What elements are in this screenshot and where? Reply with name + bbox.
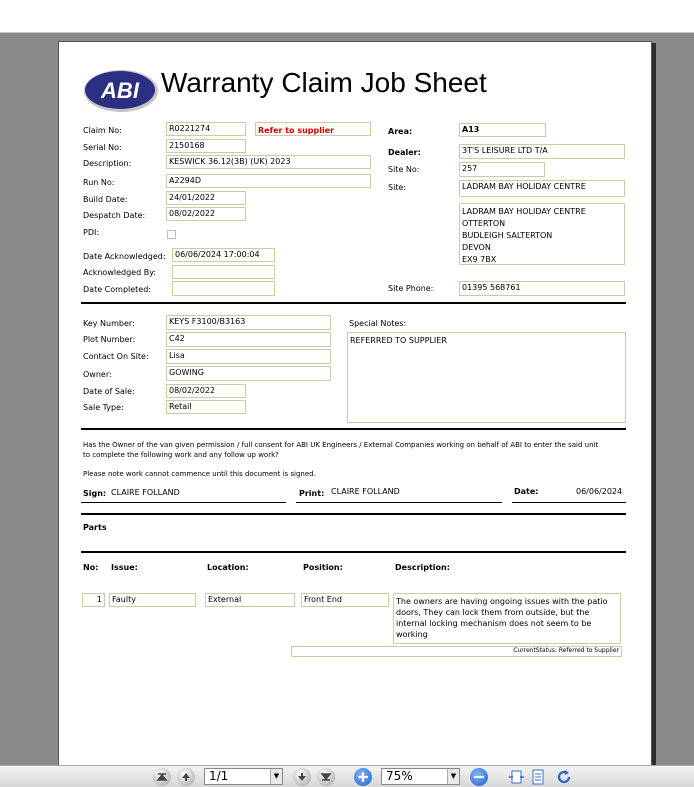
sale-type-label: Sale Type:	[83, 403, 124, 412]
col-header-position: Position:	[303, 563, 343, 572]
page-number-input[interactable]	[204, 768, 283, 785]
date-acknowledged-field: 06/06/2024 17:00:04	[172, 248, 275, 262]
page-number: 1/1	[209, 769, 229, 783]
special-notes-field: REFERRED TO SUPPLIER	[347, 332, 626, 423]
sign-value: CLAIRE FOLLAND	[111, 488, 180, 497]
site-address-box	[459, 203, 625, 265]
dealer-field: 3T'S LEISURE LTD T/A	[459, 144, 625, 159]
claim-no-label: Claim No:	[83, 126, 122, 135]
dealer-label: Dealer:	[388, 148, 421, 157]
serial-label: Serial No:	[83, 143, 122, 152]
chevron-down-icon[interactable]: ▼	[447, 769, 459, 784]
site-phone-label: Site Phone:	[388, 284, 434, 293]
issue-no-cell: 1	[82, 593, 105, 607]
address-line: EX9 7BX	[462, 255, 497, 264]
next-page-button[interactable]	[293, 768, 311, 786]
consent-text: Has the Owner of the van given permission / full consent for ABI UK Engineers / External Companies working on behalf of ABI to enter the said unit	[83, 441, 599, 449]
date-of-sale-field: 08/02/2022	[166, 384, 246, 398]
current-status-box	[291, 646, 622, 657]
previous-page-icon	[177, 768, 195, 786]
issue-position-cell: Front End	[301, 593, 389, 607]
logo-text: ABI	[101, 78, 139, 103]
issue-type-cell: Faulty	[109, 593, 196, 607]
rotate-button[interactable]	[555, 768, 573, 786]
despatch-date-label: Despatch Date:	[83, 211, 146, 220]
fit-width-button[interactable]	[508, 769, 524, 785]
print-underline	[296, 502, 502, 503]
plot-number-label: Plot Number:	[83, 335, 136, 344]
site-phone-field: 01395 568761	[459, 281, 625, 296]
owner-field: GOWING	[166, 366, 331, 381]
section-divider	[81, 302, 626, 304]
sale-type-field: Retail	[166, 400, 246, 414]
fit-page-button[interactable]	[530, 769, 546, 785]
area-label: Area:	[388, 127, 413, 136]
col-header-no: No:	[83, 563, 99, 572]
despatch-date-field: 08/02/2022	[166, 207, 246, 221]
issue-location-cell: External	[205, 593, 295, 607]
pdi-checkbox[interactable]	[167, 230, 176, 239]
pdi-label: PDI:	[83, 228, 100, 237]
site-no-field: 257	[459, 162, 545, 177]
site-field: LADRAM BAY HOLIDAY CENTRE	[459, 180, 625, 197]
sign-underline	[81, 502, 286, 503]
page-shadow	[652, 43, 656, 767]
address-line: DEVON	[462, 243, 491, 252]
fit-width-icon	[508, 769, 524, 785]
parts-heading: Parts	[83, 523, 107, 532]
col-header-description: Description:	[395, 563, 450, 572]
zoom-level: 75%	[386, 769, 413, 783]
zoom-level-input[interactable]	[381, 768, 460, 785]
date-acknowledged-label: Date Acknowledged:	[83, 252, 166, 261]
print-label: Print:	[299, 489, 325, 498]
date-completed-field	[172, 281, 275, 296]
key-number-field: KEYS F3100/B3163	[166, 315, 331, 330]
serial-field: 2150168	[166, 139, 246, 153]
area-field: A13	[459, 123, 546, 137]
site-label: Site:	[388, 183, 407, 192]
consent-notice: Please note work cannot commence until this document is signed.	[83, 470, 316, 478]
zoom-out-button[interactable]	[470, 768, 488, 786]
acknowledged-by-field	[172, 265, 275, 279]
section-divider	[81, 428, 626, 430]
minus-icon	[470, 768, 488, 786]
fit-page-icon	[530, 769, 546, 785]
date-of-sale-label: Date of Sale:	[83, 387, 135, 396]
special-notes-label: Special Notes:	[349, 319, 407, 328]
date-completed-label: Date Completed:	[83, 285, 151, 294]
description-label: Description:	[83, 159, 132, 168]
address-line: BUDLEIGH SALTERTON	[462, 231, 553, 240]
consent-text-cont: to complete the following work and any follow up work?	[83, 451, 279, 459]
issue-description-cell: The owners are having ongoing issues with the patio doors, They can lock them from outside, but the internal locking mechanism does not seem to be working	[393, 593, 621, 644]
date-underline	[512, 502, 626, 503]
address-line: OTTERTON	[462, 219, 506, 228]
chevron-down-icon[interactable]: ▼	[270, 769, 282, 784]
col-header-location: Location:	[207, 563, 249, 572]
first-page-icon	[153, 768, 171, 786]
sign-label: Sign:	[83, 489, 107, 498]
date-value: 06/06/2024	[576, 487, 623, 496]
contact-field: Lisa	[166, 349, 331, 364]
address-line: LADRAM BAY HOLIDAY CENTRE	[462, 207, 586, 216]
date-label: Date:	[514, 487, 539, 496]
claim-no-field: R0221274	[166, 122, 246, 136]
print-value: CLAIRE FOLLAND	[331, 487, 400, 496]
site-no-label: Site No:	[388, 165, 420, 174]
col-header-issue: Issue:	[111, 563, 138, 572]
run-field: A2294D	[166, 174, 371, 188]
section-divider	[81, 551, 626, 553]
plot-number-field: C42	[166, 332, 331, 347]
acknowledged-by-label: Acknowledged By:	[83, 268, 157, 277]
abi-logo	[83, 69, 159, 113]
build-date-field: 24/01/2022	[166, 191, 246, 205]
refer-flag: Refer to supplier	[258, 126, 335, 135]
first-page-button[interactable]	[153, 768, 171, 786]
last-page-icon	[317, 768, 335, 786]
key-number-label: Key Number:	[83, 319, 135, 328]
contact-label: Contact On Site:	[83, 352, 149, 361]
last-page-button[interactable]	[317, 768, 335, 786]
run-label: Run No:	[83, 178, 115, 187]
page-title: Warranty Claim Job Sheet	[161, 67, 487, 98]
document-page	[58, 41, 652, 781]
zoom-in-button[interactable]	[354, 768, 372, 786]
build-date-label: Build Date:	[83, 195, 128, 204]
refer-flag-box	[255, 122, 371, 136]
owner-label: Owner:	[83, 370, 112, 379]
pdf-viewer-toolbar	[0, 765, 694, 787]
plus-icon	[354, 768, 372, 786]
section-divider	[81, 513, 626, 515]
rotate-icon	[555, 768, 573, 786]
previous-page-button[interactable]	[177, 768, 195, 786]
current-status: CurrentStatus: Referred to Supplier	[513, 647, 619, 654]
description-field: KESWICK 36.12(3B) (UK) 2023	[166, 155, 371, 169]
next-page-icon	[293, 768, 311, 786]
